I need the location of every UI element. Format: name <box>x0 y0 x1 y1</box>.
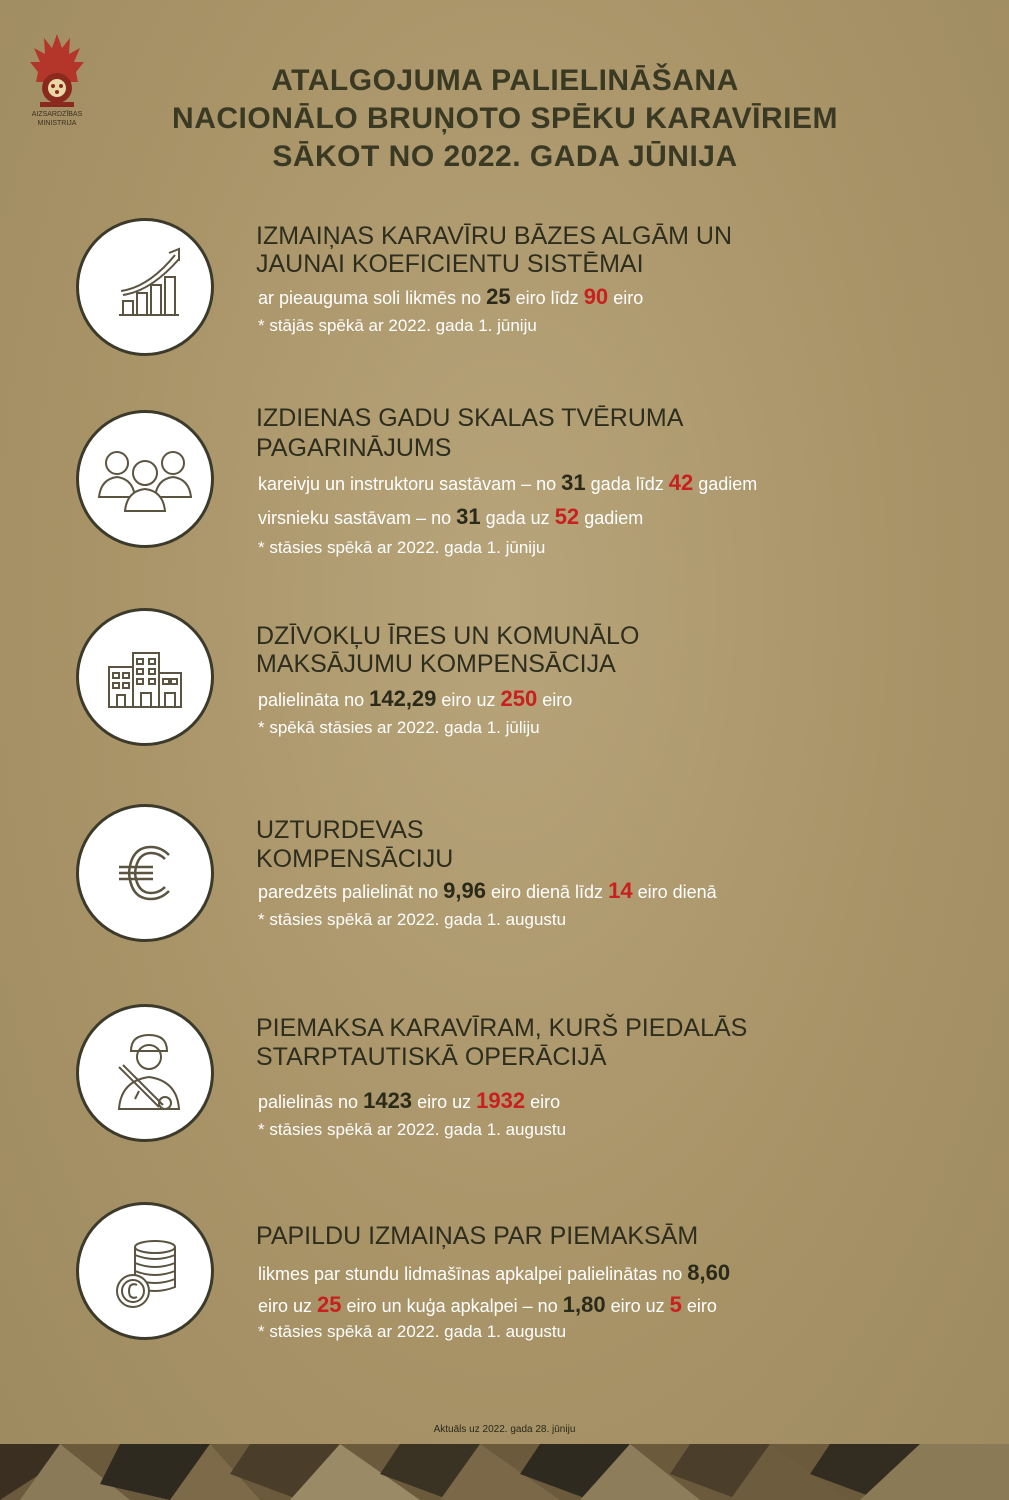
camouflage-pattern <box>0 1444 1009 1500</box>
section-title-line1: IZDIENAS GADU SKALAS TVĒRUMA <box>256 404 684 432</box>
detail-text: eiro uz <box>417 1092 472 1112</box>
new-value: 90 <box>583 284 609 309</box>
detail-text: ar pieauguma soli likmēs no <box>258 288 482 308</box>
detail-text: eiro uz <box>441 690 496 710</box>
detail-text: eiro <box>613 288 644 308</box>
section-icon-circle <box>76 1202 214 1340</box>
section-detail-line <box>258 1292 717 1318</box>
section-detail-line <box>258 470 757 496</box>
section-detail-line <box>258 1088 560 1114</box>
section-detail-line <box>258 878 717 904</box>
old-value: 9,96 <box>443 878 486 903</box>
apartment-buildings-icon <box>79 611 211 743</box>
old-value: 31 <box>456 504 481 529</box>
section-title-line2: MAKSĀJUMU KOMPENSĀCIJA <box>256 650 616 678</box>
detail-text: kareivju un instruktoru sastāvam – no <box>258 474 557 494</box>
soldier-with-rifle-icon <box>79 1007 211 1139</box>
new-value: 42 <box>668 470 694 495</box>
old-value: 25 <box>486 284 511 309</box>
title-line-1: ATALGOJUMA PALIELINĀŠANA <box>271 64 739 97</box>
detail-text: palielināta no <box>258 690 365 710</box>
section-title-line1: UZTURDEVAS <box>256 816 424 844</box>
detail-text: paredzēts palielināt no <box>258 882 439 902</box>
section-title-line2: STARPTAUTISKĀ OPERĀCIJĀ <box>256 1043 607 1071</box>
section-detail-line <box>258 1260 730 1286</box>
old-value: 1423 <box>363 1088 413 1113</box>
section-detail-line <box>258 284 643 310</box>
page-title <box>90 62 920 176</box>
euro-sign-icon <box>79 807 211 939</box>
section-title-line1: PIEMAKSA KARAVĪRAM, KURŠ PIEDALĀS <box>256 1014 748 1042</box>
title-line-2: NACIONĀLO BRUŅOTO SPĒKU KARAVĪRIEM <box>172 102 838 135</box>
section-title-line1: IZMAIŅAS KARAVĪRU BĀZES ALGĀM UN <box>256 222 733 250</box>
old-value: 142,29 <box>369 686 437 711</box>
detail-text: gada uz <box>485 508 550 528</box>
growth-chart-icon <box>79 221 211 353</box>
section-title-line1: DZĪVOKĻU ĪRES UN KOMUNĀLO <box>256 622 640 650</box>
detail-text: eiro un kuģa apkalpei – no <box>346 1296 558 1316</box>
detail-text: palielinās no <box>258 1092 359 1112</box>
people-group-icon <box>79 413 211 545</box>
new-value: 250 <box>500 686 538 711</box>
footer-date: Aktuāls uz 2022. gada 28. jūniju <box>433 1424 576 1435</box>
section-icon-circle <box>76 608 214 746</box>
effective-date-note: * stāsies spēkā ar 2022. gada 1. augustu <box>258 1120 567 1139</box>
detail-text: eiro dienā <box>637 882 717 902</box>
detail-text: gada līdz <box>590 474 664 494</box>
section-icon-circle <box>76 218 214 356</box>
old-value: 1,80 <box>562 1292 606 1317</box>
ministry-emblem-icon <box>22 30 92 110</box>
section-title-line2: JAUNAI KOEFICIENTU SISTĒMAI <box>256 250 644 278</box>
detail-text: likmes par stundu lidmašīnas apkalpei palielinātas no <box>258 1264 683 1284</box>
effective-date-note: * stāsies spēkā ar 2022. gada 1. jūniju <box>258 538 546 557</box>
section-icon-circle <box>76 1004 214 1142</box>
detail-text: eiro <box>686 1296 717 1316</box>
ministry-name-line1: AIZSARDZĪBAS <box>31 111 83 118</box>
old-value: 31 <box>561 470 586 495</box>
detail-text: eiro līdz <box>515 288 579 308</box>
section-title-line2: KOMPENSĀCIJU <box>256 845 454 873</box>
section-title-line2: PAGARINĀJUMS <box>256 434 452 462</box>
coin-stack-icon <box>79 1205 211 1337</box>
section-detail-line <box>258 686 572 712</box>
detail-text: eiro <box>530 1092 561 1112</box>
new-value: 14 <box>608 878 633 903</box>
ministry-name-line2: MINISTRIJA <box>37 120 77 127</box>
detail-text: eiro uz <box>258 1296 313 1316</box>
effective-date-note: * stāsies spēkā ar 2022. gada 1. augustu <box>258 1322 567 1341</box>
old-value: 8,60 <box>687 1260 731 1285</box>
detail-text: eiro dienā līdz <box>490 882 604 902</box>
section-title-line1: PAPILDU IZMAIŅAS PAR PIEMAKSĀM <box>256 1222 699 1250</box>
effective-date-note: * stājās spēkā ar 2022. gada 1. jūniju <box>258 316 537 335</box>
detail-text: eiro uz <box>610 1296 665 1316</box>
effective-date-note: * spēkā stāsies ar 2022. gada 1. jūliju <box>258 718 540 737</box>
detail-text: eiro <box>542 690 573 710</box>
ministry-logo <box>22 30 92 140</box>
new-value: 52 <box>554 504 580 529</box>
detail-text: gadiem <box>698 474 758 494</box>
title-line-3: SĀKOT NO 2022. GADA JŪNIJA <box>272 140 738 173</box>
detail-text: virsnieku sastāvam – no <box>258 508 452 528</box>
section-detail-line <box>258 504 643 530</box>
effective-date-note: * stāsies spēkā ar 2022. gada 1. augustu <box>258 910 567 929</box>
new-value: 25 <box>317 1292 342 1317</box>
detail-text: gadiem <box>584 508 644 528</box>
section-icon-circle <box>76 410 214 548</box>
section-icon-circle <box>76 804 214 942</box>
new-value: 5 <box>669 1292 682 1317</box>
new-value: 1932 <box>476 1088 526 1113</box>
